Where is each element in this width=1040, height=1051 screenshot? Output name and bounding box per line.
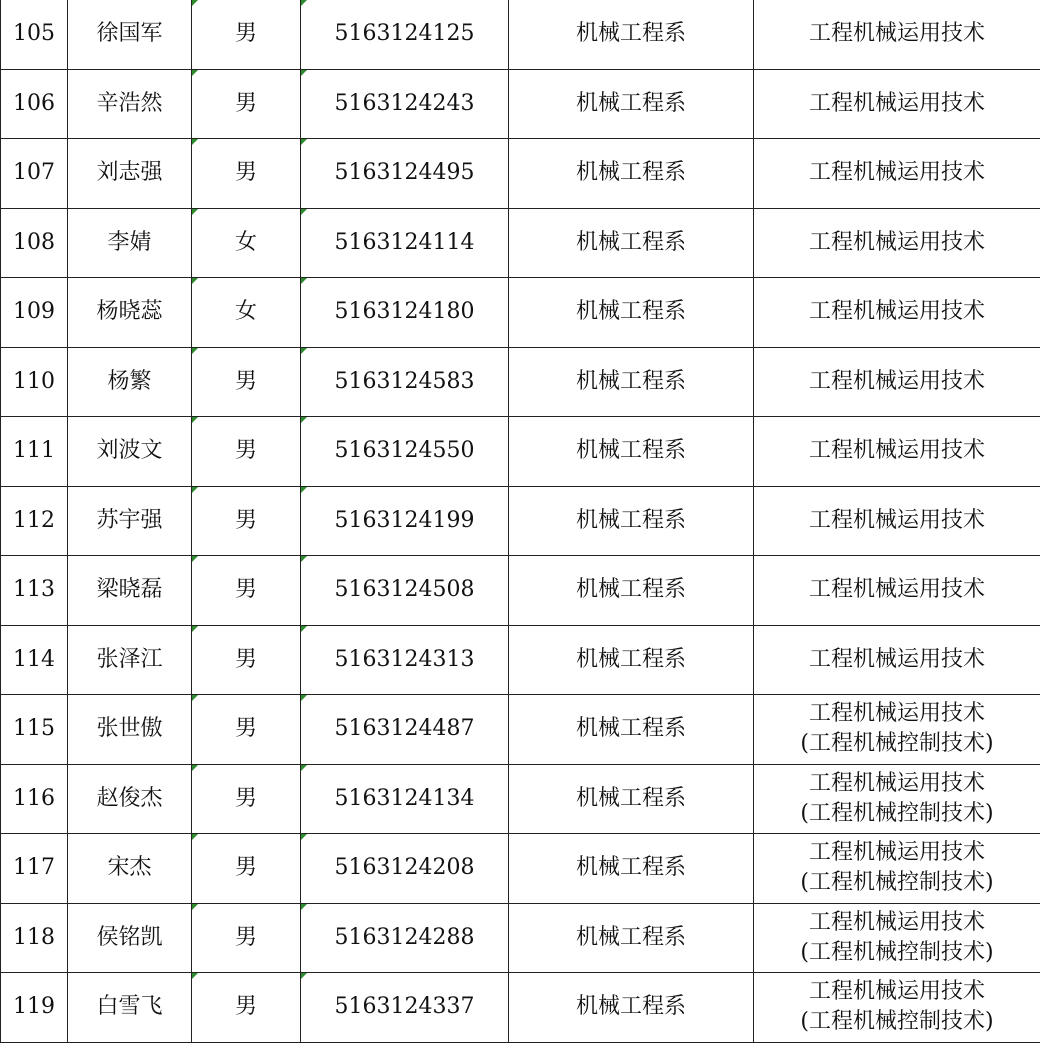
student-id-cell: 5163124550 [301,417,509,487]
major-cell: 工程机械运用技术 (工程机械控制技术) [754,973,1040,1043]
department-cell: 机械工程系 [509,764,754,834]
student-id-cell: 5163124199 [301,486,509,556]
row-number-cell: 105 [1,0,68,69]
table-row [1,139,1040,209]
gender-cell: 男 [192,903,301,973]
major-cell: 工程机械运用技术 [754,0,1040,69]
row-number-cell: 111 [1,417,68,487]
row-number-cell: 109 [1,278,68,348]
gender-cell: 男 [192,139,301,209]
student-name-cell: 辛浩然 [68,69,192,139]
major-cell: 工程机械运用技术 (工程机械控制技术) [754,903,1040,973]
student-id-cell: 5163124180 [301,278,509,348]
roster-body [1,0,1040,1042]
department-cell: 机械工程系 [509,973,754,1043]
gender-cell: 女 [192,278,301,348]
major-cell: 工程机械运用技术 [754,139,1040,209]
student-id-cell: 5163124243 [301,69,509,139]
department-cell: 机械工程系 [509,834,754,904]
student-name-cell: 徐国军 [68,0,192,69]
gender-cell: 男 [192,695,301,765]
table-row [1,764,1040,834]
table-row [1,278,1040,348]
student-name-cell: 张泽江 [68,625,192,695]
student-name-cell: 张世傲 [68,695,192,765]
student-id-cell: 5163124114 [301,208,509,278]
gender-cell: 女 [192,208,301,278]
major-cell: 工程机械运用技术 [754,417,1040,487]
gender-cell: 男 [192,834,301,904]
major-cell: 工程机械运用技术 (工程机械控制技术) [754,695,1040,765]
major-cell: 工程机械运用技术 [754,347,1040,417]
major-cell: 工程机械运用技术 (工程机械控制技术) [754,764,1040,834]
department-cell: 机械工程系 [509,347,754,417]
table-row [1,208,1040,278]
gender-cell: 男 [192,764,301,834]
row-number-cell: 110 [1,347,68,417]
department-cell: 机械工程系 [509,278,754,348]
major-cell: 工程机械运用技术 [754,625,1040,695]
department-cell: 机械工程系 [509,903,754,973]
gender-cell: 男 [192,0,301,69]
table-row [1,903,1040,973]
student-name-cell: 梁晓磊 [68,556,192,626]
student-id-cell: 5163124125 [301,0,509,69]
gender-cell: 男 [192,486,301,556]
student-name-cell: 刘波文 [68,417,192,487]
row-number-cell: 115 [1,695,68,765]
student-name-cell: 侯铭凯 [68,903,192,973]
table-row [1,347,1040,417]
table-row [1,556,1040,626]
student-id-cell: 5163124288 [301,903,509,973]
table-row [1,69,1040,139]
row-number-cell: 117 [1,834,68,904]
department-cell: 机械工程系 [509,69,754,139]
student-id-cell: 5163124583 [301,347,509,417]
student-id-cell: 5163124134 [301,764,509,834]
row-number-cell: 107 [1,139,68,209]
student-name-cell: 刘志强 [68,139,192,209]
row-number-cell: 108 [1,208,68,278]
student-name-cell: 李婧 [68,208,192,278]
student-id-cell: 5163124337 [301,973,509,1043]
table-row [1,834,1040,904]
student-id-cell: 5163124495 [301,139,509,209]
department-cell: 机械工程系 [509,486,754,556]
gender-cell: 男 [192,69,301,139]
student-name-cell: 苏宇强 [68,486,192,556]
department-cell: 机械工程系 [509,0,754,69]
major-cell: 工程机械运用技术 [754,278,1040,348]
student-name-cell: 杨晓蕊 [68,278,192,348]
row-number-cell: 113 [1,556,68,626]
department-cell: 机械工程系 [509,208,754,278]
department-cell: 机械工程系 [509,556,754,626]
major-cell: 工程机械运用技术 [754,69,1040,139]
row-number-cell: 106 [1,69,68,139]
row-number-cell: 119 [1,973,68,1043]
major-cell: 工程机械运用技术 (工程机械控制技术) [754,834,1040,904]
gender-cell: 男 [192,417,301,487]
student-name-cell: 赵俊杰 [68,764,192,834]
student-id-cell: 5163124487 [301,695,509,765]
row-number-cell: 116 [1,764,68,834]
table-row [1,486,1040,556]
gender-cell: 男 [192,347,301,417]
student-id-cell: 5163124313 [301,625,509,695]
table-row [1,973,1040,1043]
table-row [1,695,1040,765]
gender-cell: 男 [192,556,301,626]
row-number-cell: 118 [1,903,68,973]
row-number-cell: 112 [1,486,68,556]
table-row [1,417,1040,487]
major-cell: 工程机械运用技术 [754,208,1040,278]
student-name-cell: 宋杰 [68,834,192,904]
gender-cell: 男 [192,973,301,1043]
table-row [1,625,1040,695]
student-name-cell: 白雪飞 [68,973,192,1043]
department-cell: 机械工程系 [509,417,754,487]
major-cell: 工程机械运用技术 [754,556,1040,626]
student-id-cell: 5163124208 [301,834,509,904]
student-id-cell: 5163124508 [301,556,509,626]
student-name-cell: 杨繁 [68,347,192,417]
table-row [1,0,1040,69]
department-cell: 机械工程系 [509,625,754,695]
gender-cell: 男 [192,625,301,695]
department-cell: 机械工程系 [509,139,754,209]
row-number-cell: 114 [1,625,68,695]
major-cell: 工程机械运用技术 [754,486,1040,556]
department-cell: 机械工程系 [509,695,754,765]
